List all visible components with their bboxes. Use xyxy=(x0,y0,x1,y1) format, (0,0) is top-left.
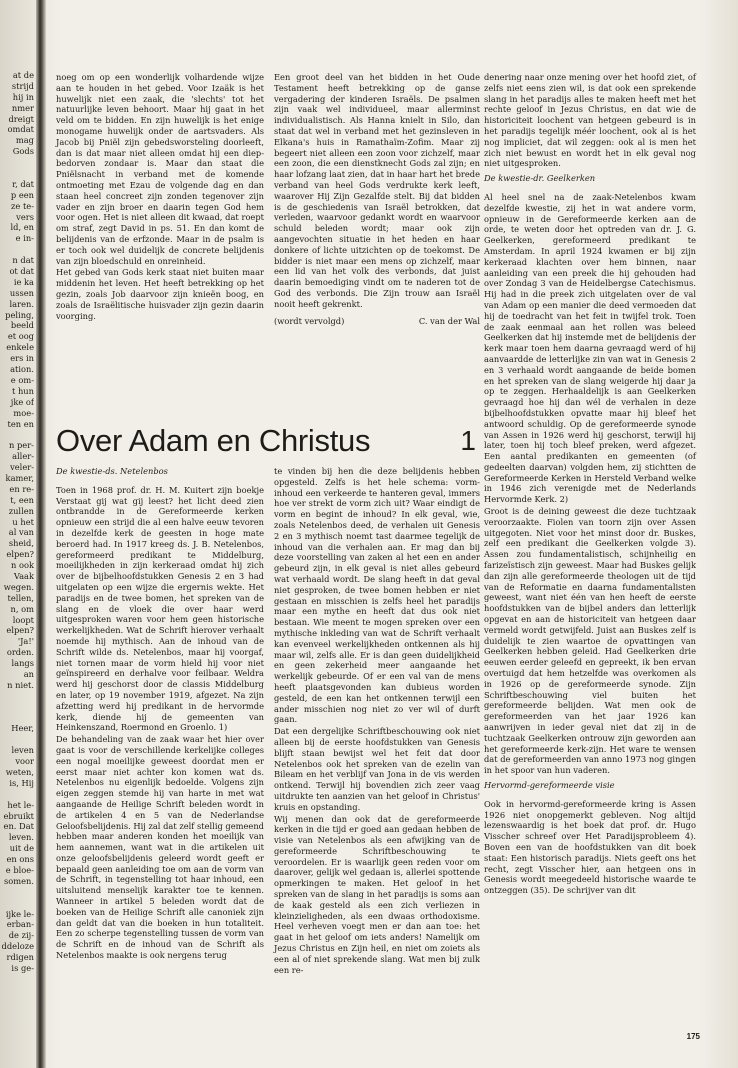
top-column-1 xyxy=(56,72,264,321)
margin-fragment: u het xyxy=(12,516,34,527)
margin-fragment: peling, xyxy=(5,309,34,320)
margin-fragment: ussen xyxy=(9,287,34,298)
margin-fragment: al van xyxy=(8,527,34,538)
margin-fragment: Vaak xyxy=(13,570,34,581)
margin-fragment: laren. xyxy=(9,298,34,309)
margin-fragment: leven xyxy=(11,745,34,756)
paragraph: Een groot deel van het bidden in het Oude Testament heeft betrekking op de ganse vergadering der kinderen Israëls. De psalmen zijn vaak wel individueel, maar allerminst individualistisch. Als Hanna knielt in Silo, dan staat dat wel in verband met het gezinsleven in Elkana's huis in Ramathaïm-Zofim. Maar zij begeert niet alleen een zoon voor zichzelf, maar een zoon, die een dienstknecht Gods zal zijn; en haar lofzang laat zien, dat in haar hart het brede verband van heel Gods verdrukte kerk leeft, waarover Hij Zijn Gezalfde stelt. Bij dat bidden is de geschiedenis van Israël betrokken, dat verleden, waarvoor gedankt wordt en waarvoor schuld beleden wordt; maar ook zijn aangevochten situatie in het heden en haar donkere of lichte uitzichten op de toekomst. De bidder is niet maar een mens op zichzelf, maar een lid van het volk des verbonds, dat juist daarin bemoediging vindt om te naderen tot de God des verbonds. Die Zijn trouw aan Israël nooit heeft gekrenkt. xyxy=(274,72,480,309)
margin-fragment: Gods xyxy=(12,146,34,157)
margin-fragment: aller- xyxy=(12,451,34,462)
margin-fragment xyxy=(0,713,34,724)
margin-fragment: Heer, xyxy=(11,723,34,734)
paragraph: noeg om op een wonderlijk volhardende wijze aan te houden in het gebed. Voor Izaäk is het huwelijk niet een zaak, die 'slechts' tot het natuurlijke leven behoort. Maar hij gaat in het veld om te bidden. En zijn huwelijk is het enige monogame huwelijk onder de aartsvaders. Als Jacob bij Pniël zijn gebedsworsteling doorleeft, dan is dat maar niet alleen omdat hij een diep-bedorven zondaar is. Maar dan staat die Pniëlsnacht in verband met de komende ontmoeting met Ezau de volgende dag en dan staan heel concreet zijn zonden tegenover zijn vader en zijn broer en daarin tegen God hem voor ogen. Het is niet alleen dit kwaad, dat roept om straf, zegt David in ps. 51. En dan komt de belijdenis van de erfzonde. Maar in de psalm is er toch ook wel duidelijk de concrete belijdenis van zijn bloedschuld en onreinheid. xyxy=(56,72,264,266)
margin-fragment xyxy=(0,887,34,898)
margin-fragment: kamer, xyxy=(5,472,34,483)
margin-fragment: uit de xyxy=(9,843,34,854)
margin-fragment: an xyxy=(23,668,34,679)
margin-fragment: ld, en xyxy=(10,222,34,233)
margin-fragment: t, een xyxy=(10,494,34,505)
margin-fragment: e om- xyxy=(10,374,34,385)
paragraph: De behandeling van de zaak waar het hier over gaat is voor de verschillende kerkelijke colleges een nogal moeilijke geweest doordat men er eerst maar niet achter kon komen wat ds. Netelenbos nu eigenlijk bedoelde. Volgens zijn eigen zeggen stemde hij van harte in met wat aangaande de Heilige Schrift beleden wordt in de artikelen 4 en 5 van de Nederlandse Geloofsbelijdenis. Hij zal dat zelf stellig gemeend hebben maar anderen konden het moeilijk van hem aannemen, want wat in die artikelen uit onze geloofsbelijdenis geleerd wordt geeft er bepaald geen aanleiding toe om aan de vorm van de Schrift, in tegenstelling tot haar inhoud, een uitsluitend menselijk karakter toe te kennen. Wanneer in artikel 5 beleden wordt dat de boeken van de Heilige Schrift alle canoniek zijn dan geldt dat van die boeken in hun totaliteit. Een zo scherpe tegenstelling tussen de vorm van de Schrift en de inhoud van de Schrift als Netelenbos maakte is ook nergens terug xyxy=(56,734,264,961)
margin-fragment: ie ka xyxy=(13,276,34,287)
article-title: Over Adam en Christus xyxy=(56,423,371,458)
margin-fragment: moe- xyxy=(13,407,34,418)
margin-fragment: e in- xyxy=(15,233,34,244)
article-subheading: De kwestie-ds. Netelenbos xyxy=(56,466,168,476)
margin-fragment: dreigt xyxy=(8,113,34,124)
margin-fragment: ten en xyxy=(7,418,34,429)
margin-fragment: n dat xyxy=(12,255,34,266)
margin-fragment: omdat xyxy=(7,124,34,135)
paragraph: denering naar onze mening over het hoofd ziet, of zelfs niet eens zien wil, is dat ook een sprekende slang in het paradijs alles te maken heeft met het rechte geloof in Jezus Christus, en dat wie de historiciteit loochent van hetgeen gebeurd is in het paradijs tegelijk méér loochent, ook al is het nog impliciet, dat wil zeggen: ook al is men het zich niet bewust en wordt het in elk geval nog niet uitgesproken. xyxy=(484,72,696,169)
margin-fragment: beeld xyxy=(10,320,34,331)
margin-fragment: 'Ja!' xyxy=(17,636,34,647)
margin-fragment: t hun xyxy=(11,385,34,396)
paragraph: Ook in hervormd-gereformeerde kring is Assen 1926 niet onopgemerkt gebleven. Nog altijd lezenswaardig is het boek dat prof. dr. Hugo Visscher schreef over Het Paradijsprobleem 4). Boven een van de hoofdstukken van dit boek staat: Een historisch paradijs. Niets geeft ons het recht, zegt Visscher hier, aan hetgeen ons in Genesis wordt meegedeeld historische waarde te ontzeggen (35). De schrijver van dit xyxy=(484,798,696,896)
signature-line xyxy=(274,316,480,327)
margin-fragment: zullen xyxy=(8,505,34,516)
margin-fragment: en ons xyxy=(6,854,34,865)
continued-note: (wordt vervolgd) xyxy=(274,315,345,326)
margin-fragment xyxy=(0,898,34,909)
margin-fragment: weten, xyxy=(5,767,34,777)
margin-fragment: ze te- xyxy=(11,200,34,211)
margin-fragment: n per- xyxy=(9,440,34,451)
margin-fragment: wegen. xyxy=(3,581,34,592)
margin-fragment: et oog xyxy=(7,331,34,342)
margin-fragment: nmer xyxy=(11,102,34,113)
article-title-row xyxy=(56,415,476,459)
margin-fragment: ation. xyxy=(10,364,34,375)
top-column-2 xyxy=(274,72,480,326)
right-column xyxy=(484,72,696,896)
margin-fragment: elpen? xyxy=(6,625,34,636)
margin-fragment: tellen, xyxy=(7,592,34,603)
previous-page-margin-text xyxy=(0,70,34,1030)
margin-fragment xyxy=(0,789,34,800)
book-gutter xyxy=(36,0,46,1068)
margin-fragment xyxy=(0,734,34,745)
margin-fragment xyxy=(0,168,34,179)
margin-fragment: strijd xyxy=(11,80,34,91)
article-column-2 xyxy=(274,466,480,975)
margin-fragment xyxy=(0,429,34,440)
margin-fragment: ijke le- xyxy=(5,908,34,919)
margin-fragment: ot dat xyxy=(9,266,34,277)
margin-fragment: langs xyxy=(11,658,34,669)
subheading: Hervormd-gereformeerde visie xyxy=(484,780,615,790)
margin-fragment: rdigen xyxy=(6,952,34,963)
margin-fragment: hij in xyxy=(12,91,34,102)
margin-fragment: n ook xyxy=(11,560,34,571)
margin-fragment xyxy=(0,691,34,702)
article-column-1 xyxy=(56,466,264,961)
margin-fragment: mag xyxy=(15,135,34,146)
margin-fragment: loopt xyxy=(12,614,34,625)
margin-fragment: at de xyxy=(12,70,34,80)
margin-fragment: p een xyxy=(10,189,34,200)
margin-fragment: ddeloze xyxy=(1,941,34,952)
margin-fragment: is ge- xyxy=(11,963,34,974)
page-number: 175 xyxy=(686,1032,700,1041)
paragraph: Wij menen dan ook dat de gereformeerde kerken in die tijd er goed aan gedaan hebben de visie van Netelenbos als een afwijking van de gereformeerde Schriftbeschouwing te veroordelen. Er is waarlijk geen reden voor om daarover, gelijk wel gedaan is, allerlei spottende opmerkingen te maken. Het geloof in het spreken van de slang in het paradijs is soms aan de kaak gesteld als een zich verliezen in kleinzieligheden, als een dwaas orthodoxisme. Heel verheven voegt men er dan aan toe: het gaat in het geloof om iets anders! Namelijk om Jezus Christus en Zijn heil, en niet om zoiets als een al of niet sprekende slang. Wat men bij zulk een re- xyxy=(274,813,480,975)
margin-fragment: leven. xyxy=(8,832,34,843)
margin-fragment: orden. xyxy=(6,647,34,658)
paragraph: Toen in 1968 prof. dr. H. M. Kuitert zijn boekje Verstaat gij wat gij leest? het licht deed zien ontbrandde in de Gereformeerde kerken opnieuw een strijd die al een halve eeuw tevoren in dezelfde kerk de geesten in hoge mate beroerd had. In 1917 kreeg ds. J. B. Netelenbos, gereformeerd predikant te Middelburg, moeilijkheden in zijn kerkeraad omdat hij zich over de bijbelhoofdstukken Genesis 2 en 3 had uitgelaten op een wijze die ergernis wekte. Het paradijs en de twee bomen, het spreken van de slang en de vloek die over haar werd uitgesproken waren voor hem geen historische werkelijkheden. Wat de Schrift hierover verhaalt noemde hij mythisch. Aan de inhoud van de Schrift wilde ds. Netelenbos, maar hij voorgaf, niet tornen maar de vorm hield hij voor niet geïnspireerd en derhalve voor feilbaar. Weldra werd hij geschorst door de classis Middelburg en later, op 19 november 1919, afgezet. Na zijn afzetting werd hij predikant in de hervormde kerk, diende hij de gemeenten van Heinkenszand, Roermond en Groenlo. 1) xyxy=(56,484,264,733)
margin-fragment: r, dat xyxy=(12,178,34,189)
paragraph: Dat een dergelijke Schriftbeschouwing ook niet alleen bij de eerste hoofdstukken van Genesis blijft staan bewijst wel het feit dat door Netelenbos ook het spreken van de ezelin van Bileam en het verblijf van Jona in de vis werden ontkend. Terwijl hij bovendien zich zeer vaag uitdrukte ten aanzien van het geloof in Christus' kruis en opstanding. xyxy=(274,726,480,812)
paragraph: Het gebed van Gods kerk staat niet buiten maar middenin het leven. Het heeft betrekking op het gezin, zoals Job daarvoor zijn knieën boog, en zoals de Israëlitische huisvader zijn gezin daarin voorging. xyxy=(56,267,264,321)
article-part-number: 1 xyxy=(460,425,476,456)
margin-fragment xyxy=(0,702,34,713)
margin-fragment: het le- xyxy=(7,799,34,810)
margin-fragment: enkele xyxy=(6,342,34,353)
subheading: De kwestie-dr. Geelkerken xyxy=(484,173,596,184)
margin-fragment: n, om xyxy=(10,603,34,614)
margin-fragment: jke of xyxy=(10,396,34,407)
margin-fragment: en re- xyxy=(9,483,34,494)
paragraph: Al heel snel na de zaak-Netelenbos kwam dezelfde kwestie, zij het in wat andere vorm, opnieuw in de Gereformeerde kerken aan de orde, te weten door het optreden van dr. J. G. Geelkerken, gereformeerd predikant te Amsterdam. In april 1924 kwamen er bij zijn kerkeraad klachten over hem binnen, naar aanleiding van een preek die hij gehouden had over Zondag 3 van de Heidelbergse Catechismus. Hij had in die preek zich uitgelaten over de val van Adam op een manier die deed vermoeden dat hij de toedracht van het feit in twijfel trok. Toen de zaak eenmaal aan het rollen was beleed Geelkerken dat hij instemde met de belijdenis der kerk maar toen hem daarna gevraagd werd of hij aanvaardde de letterlijke zin van wat in Genesis 2 en 3 verhaald wordt aangaande de beide bomen en het spreken van de slang weigerde hij daar ja op te zeggen. Herhaaldelijk is aan Geelkerken gevraagd hoe hij dan wél de verhalen in deze bijbelhoofdstukken opvatte maar hij bleef het antwoord schuldig. Op de gereformeerde synode van Assen in 1926 werd hij geschorst, terwijl hij later, toen hij toch bleef preken, werd afgezet. Een aantal predikanten en gemeenten (of gedeelten daarvan) volgden hem, zij stichtten de Gereformeerde Kerken in Hersteld Verband welke in 1946 zich verenigde met de Nederlands Hervormde Kerk. 2) xyxy=(484,191,696,505)
margin-fragment: de zij- xyxy=(8,930,34,941)
margin-fragment: e bloe- xyxy=(5,865,34,876)
margin-fragment: ebruikt xyxy=(3,810,34,821)
margin-fragment: ers in xyxy=(10,353,34,364)
margin-fragment: veler- xyxy=(10,462,34,473)
paragraph: te vinden bij hen die deze belijdenis hebben opgesteld. Zelfs is het hele schema: vorm-inhoud een verkeerde te hanteren geval, immers hoe ver strekt de vorm zich uit? Waar eindigt de vorm en begint de inhoud? In elk geval, wie, zoals Netelenbos deed, de verhalen uit Genesis 2 en 3 mythisch noemt tast daarmee tegelijk de inhoud van die verhalen aan. Er mag dan bij deze voorstelling van zaken al het een en ander gebeurd zijn, in elk geval is niet alles gebeurd wat verhaald wordt. De slang heeft in dat geval niet gesproken, de twee bomen hebben er niet gestaan en misschien is zelfs heel het paradijs maar een mythe en heeft dat dus ook niet bestaan. Wie meent te mogen spreken over een mythische inkleding van wat de Schrift verhaalt kan evenveel werkelijkheden ontkennen als hij maar wil, zelfs alle. Er is dan geen duidelijkheid en geen zekerheid meer aangaande het werkelijk gebeurde. Of er een val van de mens heeft plaatsgevonden kan dubieus worden gesteld, de een kan het ontkennen terwijl een ander misschien nog niet zo ver wil of durft gaan. xyxy=(274,466,480,725)
margin-fragment: erban- xyxy=(6,919,34,930)
margin-fragment xyxy=(0,157,34,168)
margin-fragment: n niet. xyxy=(7,679,34,690)
margin-fragment: is, Hij xyxy=(9,777,34,788)
margin-fragment: somen. xyxy=(3,875,34,886)
author-name: C. van der Wal xyxy=(418,315,480,326)
margin-fragment: en. Dat xyxy=(3,821,34,832)
margin-fragment: voor xyxy=(15,756,34,767)
margin-fragment xyxy=(0,244,34,255)
margin-fragment: vers xyxy=(16,211,34,222)
paragraph: Groot is de deining geweest die deze tuchtzaak veroorzaakte. Fiolen van toorn zijn over Assen uitgegoten. Niet voor het minst door dr. Buskes, zelf een predikant die Geelkerken volgde 3). Assen zou fundamentalistisch, schijnheilig en farizeïstisch zijn geweest. Maar had Buskes gelijk dan zijn alle gereformeerde theologen uit de tijd van de Reformatie en daarna fundamentalisten geweest, want niet één van hen heeft de eerste hoofdstukken van de bijbel anders dan letterlijk opgevat en aan de historiciteit van hetgeen daar vermeld wordt getwijfeld. Juist aan Buskes zelf is duidelijk te zien waartoe de opvattingen van Geelkerken hebben geleid. Had Geelkerken drie eeuwen eerder geleefd en gepreekt, ik ben ervan overtuigd dat hem hetzelfde was overkomen als in 1926 op de gereformeerde synode. Zijn Schriftbeschouwing viel buiten het gereformeerde belijden. Wat men ook de gereformeerden van het jaar 1926 kan aanwrijven in ieder geval niet dat zij in de tuchtzaak Geelkerken ontrouw zijn geworden aan het gereformeerde kerk-zijn. Het ware te wensen dat de gereformeerden van anno 1973 nog gingen in het spoor van hun vaderen. xyxy=(484,506,696,776)
margin-fragment: elpen? xyxy=(6,549,34,560)
margin-fragment: sheid, xyxy=(8,538,34,549)
